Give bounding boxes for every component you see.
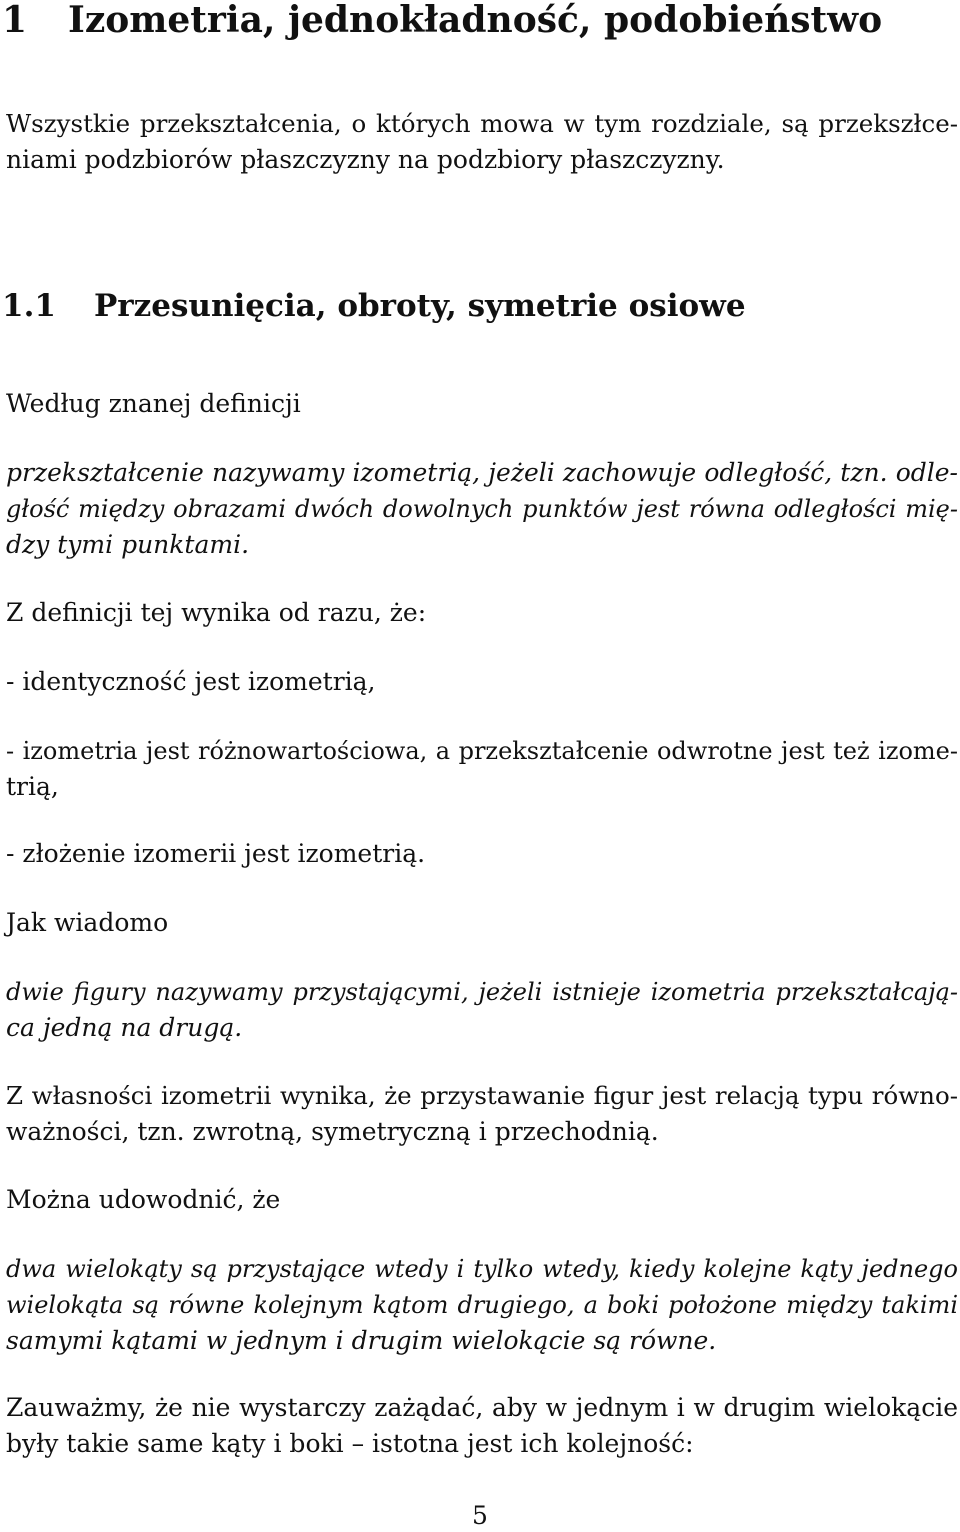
isometry-definition — [6, 455, 958, 563]
list-item — [6, 733, 958, 805]
text-line: dwa wielokąty są przystające wtedy i tylko wtedy, kiedy kolejne kąty jednego — [6, 1255, 958, 1283]
intro-paragraph — [6, 106, 958, 178]
text-line: - identyczność jest izometrią, — [6, 667, 376, 696]
section-title: Przesunięcia, obroty, symetrie osiowe — [94, 288, 746, 324]
chapter-heading — [2, 0, 882, 40]
text-line: Wszystkie przekształcenia, o których mowa w tym rozdziale, są przekszłce- — [6, 109, 958, 138]
text-line: Można udowodnić, że — [6, 1185, 281, 1214]
text-line: - izometria jest różnowartościowa, a przekształcenie odwrotne jest też izome- — [6, 737, 958, 765]
chapter-number: 1 — [2, 0, 28, 41]
text-line: niami podzbiorów płaszczyzny na podzbiory płaszczyzny. — [6, 145, 725, 174]
page-number: 5 — [472, 1501, 488, 1530]
text-line: - złożenie izomerii jest izometrią. — [6, 839, 426, 868]
property-paragraph — [6, 1078, 958, 1150]
text-line: ważności, tzn. zwrotną, symetryczną i przechodnią. — [6, 1117, 659, 1146]
text-line: głość między obrazami dwóch dowolnych punktów jest równa odległości mię- — [6, 495, 958, 523]
text-line: dwie figury nazywamy przystającymi, jeżeli istnieje izometria przekształcają- — [6, 978, 958, 1006]
list-item — [6, 836, 958, 872]
from-definition-paragraph — [6, 595, 958, 631]
text-line: Z definicji tej wynika od razu, że: — [6, 598, 427, 627]
text-line: Z własności izometrii wynika, że przystawanie figur jest relacją typu równo- — [6, 1081, 958, 1110]
prove-paragraph — [6, 1182, 958, 1218]
congruence-definition — [6, 974, 958, 1046]
note-paragraph — [6, 1390, 958, 1462]
section-number: 1.1 — [2, 288, 56, 324]
text-line: Jak wiadomo — [6, 908, 169, 937]
text-line: przekształcenie nazywamy izometrią, jeżeli zachowuje odległość, tzn. odle- — [6, 458, 958, 487]
text-line: trią, — [6, 772, 59, 801]
according-paragraph — [6, 386, 958, 422]
chapter-title: Izometria, jednokładność, podobieństwo — [68, 0, 883, 41]
section-heading — [2, 286, 746, 326]
text-line: samymi kątami w jednym i drugim wielokącie są równe. — [6, 1326, 717, 1355]
text-line: dzy tymi punktami. — [6, 530, 250, 559]
text-line: były takie same kąty i boki – istotna jest ich kolejność: — [6, 1429, 694, 1458]
known-paragraph — [6, 905, 958, 941]
text-line: ca jedną na drugą. — [6, 1013, 243, 1042]
text-line: Zauważmy, że nie wystarczy zażądać, aby w jednym i w drugim wielokącie — [6, 1393, 958, 1422]
list-item — [6, 664, 958, 700]
text-line: wielokąta są równe kolejnym kątom drugiego, a boki położone między takimi — [6, 1291, 958, 1319]
text-line: Według znanej definicji — [6, 389, 301, 418]
polygon-theorem — [6, 1251, 958, 1359]
